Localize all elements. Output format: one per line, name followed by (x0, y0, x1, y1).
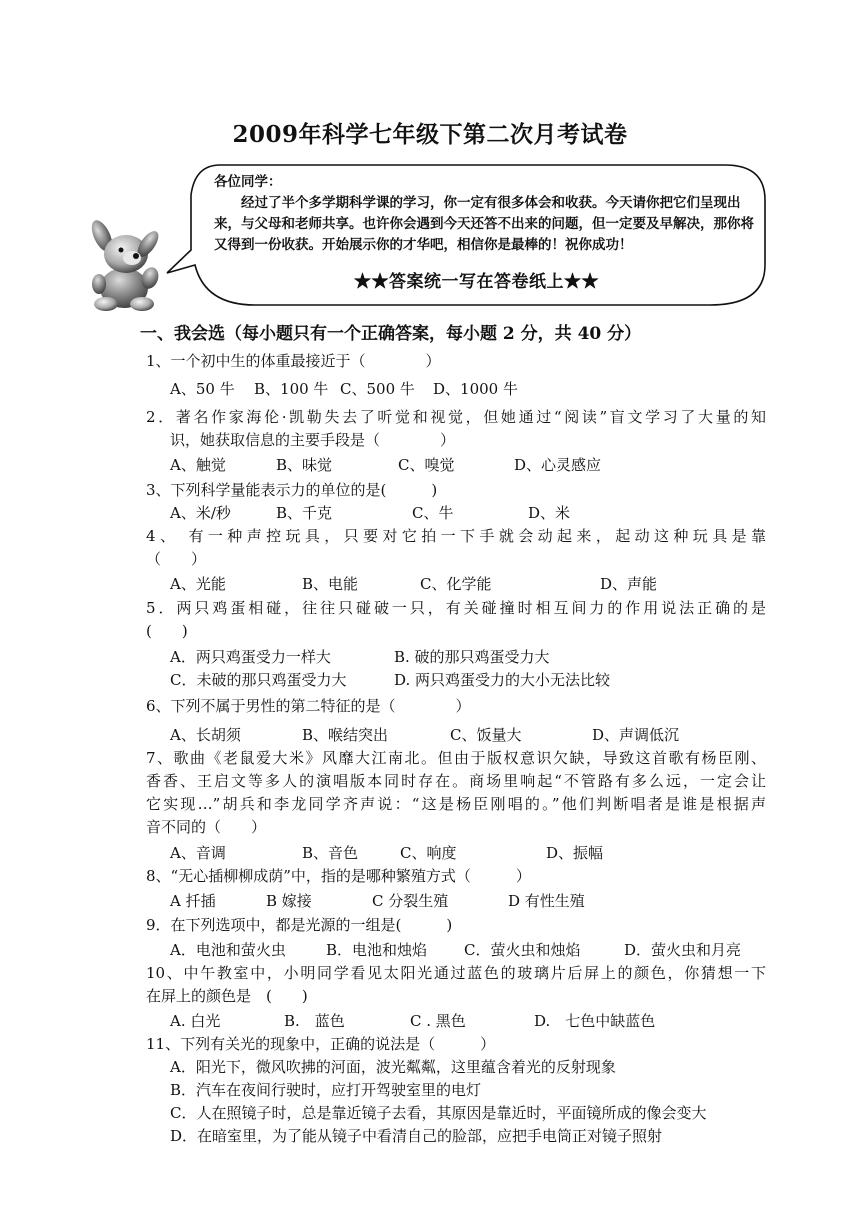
question-3-options (146, 502, 766, 525)
option: A、音调 (170, 844, 226, 862)
exam-title: 2009年科学七年级下第二次月考试卷 (232, 121, 628, 148)
option: B、电能 (302, 575, 359, 593)
question-5-options-row1 (146, 646, 766, 669)
option: B 嫁接 (266, 892, 312, 910)
option: A. 白光 (170, 1012, 221, 1030)
questions-section (140, 322, 766, 1148)
question-11: 11、下列有关光的现象中，正确的说法是（ ） (146, 1035, 496, 1053)
question-7-line2: 香香、王启文等多人的演唱版本同时存在。商场里响起“不管路有多么远，一定会让 (146, 772, 766, 790)
question-6-options (146, 724, 766, 747)
question-10-options (146, 1010, 766, 1033)
option: C、500 牛 (340, 380, 415, 398)
question-7-options (146, 842, 766, 865)
option: A、光能 (170, 575, 226, 593)
question-11-option-c: C．人在照镜子时，总是靠近镜子去看，其原因是靠近时，平面镜所成的像会变大 (170, 1104, 707, 1122)
option: C、牛 (412, 504, 454, 522)
option: C、化学能 (420, 575, 492, 593)
intro-slogan: ★★答案统一写在答卷纸上★★ (354, 272, 599, 292)
question-5-line2: ( ) (146, 622, 188, 640)
option: D、米 (528, 504, 571, 522)
question-11-option-b: B．汽车在夜间行驶时，应打开驾驶室里的电灯 (170, 1081, 482, 1099)
question-6: 6、下列不属于男性的第二特征的是（ ） (146, 697, 471, 715)
question-10-line1: 10、中午教室中，小明同学看见太阳光通过蓝色的玻璃片后屏上的颜色，你猜想一下 (146, 964, 766, 982)
option: B、味觉 (276, 456, 333, 474)
question-3: 3、下列科学量能表示力的单位的是( ) (146, 481, 438, 499)
option: D. 七色中缺蓝色 (534, 1012, 656, 1030)
option: C 分裂生殖 (372, 892, 449, 910)
option: B. 蓝色 (284, 1012, 345, 1030)
option: C、响度 (400, 844, 457, 862)
question-5-options-row2 (146, 669, 766, 692)
option: B. 破的那只鸡蛋受力大 (394, 648, 550, 666)
option: B、喉结突出 (302, 726, 389, 744)
question-2-line2: 识，她获取信息的主要手段是（ ） (170, 431, 456, 449)
option: A、米/秒 (170, 504, 231, 522)
section-heading: 一、我会选（每小题只有一个正确答案，每小题 2 分，共 40 分） (140, 324, 642, 344)
option: B、千克 (276, 504, 333, 522)
option: C . 黑色 (410, 1012, 466, 1030)
question-8-options (146, 890, 766, 913)
option: D、1000 牛 (433, 380, 518, 398)
option: A．两只鸡蛋受力一样大 (170, 648, 331, 666)
question-1: 1、一个初中生的体重最接近于（ ） (146, 352, 441, 370)
option: D、振幅 (546, 844, 604, 862)
question-11-option-a: A．阳光下，微风吹拂的河面，波光粼粼，这里蕴含着光的反射现象 (170, 1058, 616, 1076)
question-1-options (146, 378, 766, 401)
question-5-line1: 5．两只鸡蛋相碰，往往只碰破一只，有关碰撞时相互间力的作用说法正确的是 (146, 599, 766, 617)
intro-box (214, 172, 762, 292)
intro-body: 经过了半个多学期科学课的学习，你一定有很多体会和收获。今天请你把它们呈现出来，与父母和老师共享。也许你会遇到今天还答不出来的问题，但一定要及早解决，那你将又得到一份收获。开始展示你的才华吧，相信你是最棒的！祝你成功！ (214, 195, 754, 253)
question-4-line2: （ ） (146, 550, 207, 568)
option: D. 两只鸡蛋受力的大小无法比较 (394, 671, 611, 689)
option: B．电池和烛焰 (326, 941, 428, 959)
option: D．萤火虫和月亮 (624, 941, 742, 959)
question-9-options (146, 939, 766, 962)
question-4-options (146, 573, 766, 596)
question-7-line4: 音不同的（ ） (146, 818, 267, 836)
question-8: 8、“无心插柳柳成荫”中，指的是哪种繁殖方式（ ） (146, 867, 531, 885)
option: A、50 牛 (170, 380, 235, 398)
option: B、100 牛 (254, 380, 329, 398)
question-2-options (146, 454, 766, 477)
question-7-line1: 7、歌曲《老鼠爱大米》风靡大江南北。但由于版权意识欠缺，导致这首歌有杨臣刚、 (146, 749, 766, 767)
option: A、触觉 (170, 456, 226, 474)
question-7-line3: 它实现…”胡兵和李龙同学齐声说：“这是杨臣刚唱的。”他们判断唱者是谁是根据声 (146, 795, 766, 813)
option: C．未破的那只鸡蛋受力大 (170, 671, 347, 689)
question-4-line1: 4、 有一种声控玩具，只要对它拍一下手就会动起来，起动这种玩具是靠 (146, 527, 766, 545)
question-11-option-d: D．在暗室里，为了能从镜子中看清自己的脸部，应把手电筒正对镜子照射 (170, 1127, 663, 1145)
option: C、嗅觉 (398, 456, 455, 474)
option: A．电池和萤火虫 (170, 941, 286, 959)
option: D 有性生殖 (508, 892, 585, 910)
option: A、长胡须 (170, 726, 241, 744)
option: C、饭量大 (450, 726, 522, 744)
option: C．萤火虫和烛焰 (464, 941, 581, 959)
question-10-line2: 在屏上的颜色是 ( ) (146, 987, 308, 1005)
question-2-line1: 2．著名作家海伦·凯勒失去了听觉和视觉，但她通过“阅读”盲文学习了大量的知 (146, 408, 766, 426)
option: B、音色 (302, 844, 359, 862)
intro-greeting: 各位同学： (214, 174, 282, 190)
option: A 扦插 (170, 892, 216, 910)
option: D、心灵感应 (514, 456, 602, 474)
option: D、声能 (600, 575, 658, 593)
puppy-mascot-icon (86, 214, 162, 314)
option: D、声调低沉 (592, 726, 680, 744)
question-9: 9．在下列选项中，都是光源的一组是( ) (146, 916, 453, 934)
